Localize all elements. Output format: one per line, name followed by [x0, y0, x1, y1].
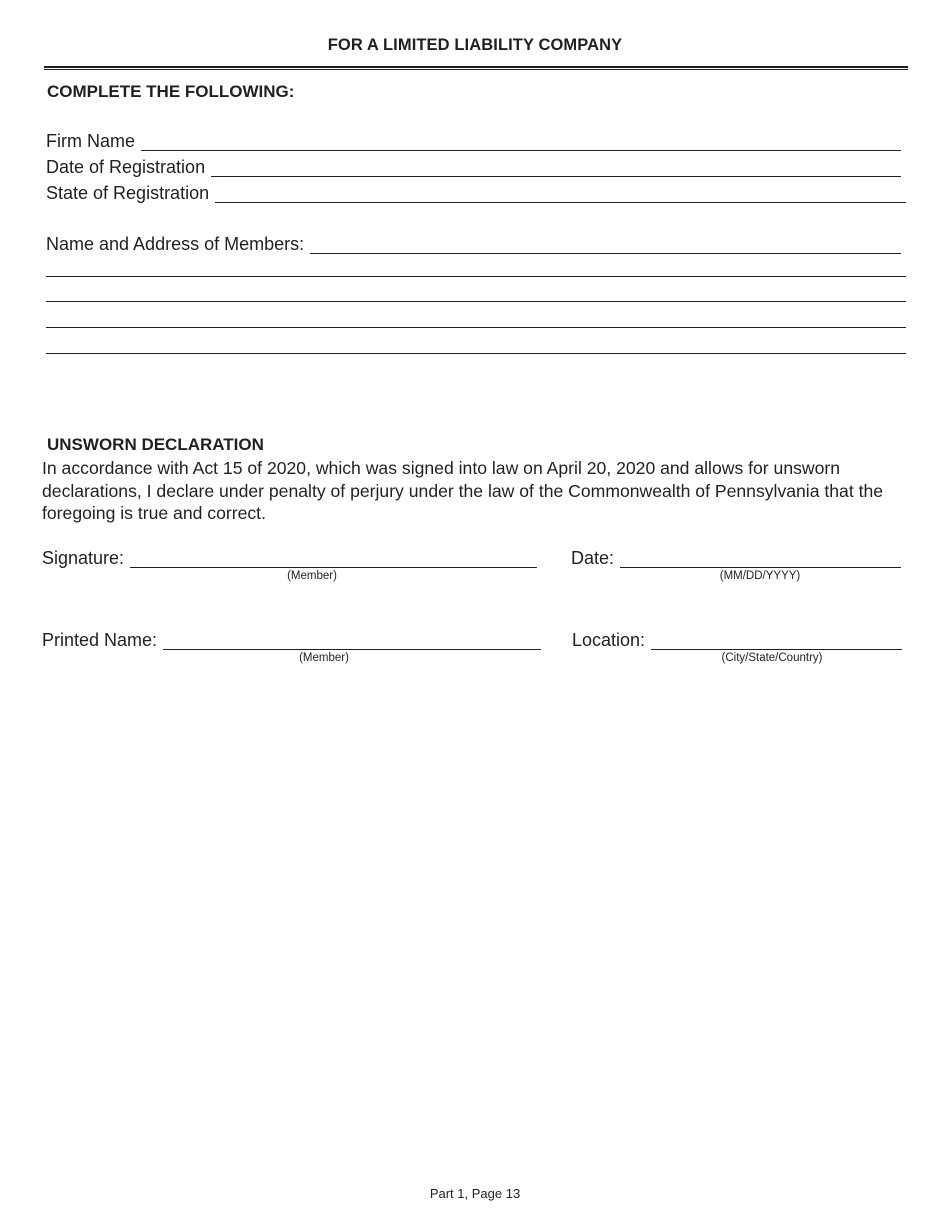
- location-field[interactable]: [572, 628, 902, 650]
- date-of-registration-input-line[interactable]: [211, 158, 901, 177]
- members-extra-line-1[interactable]: [46, 276, 906, 277]
- signature-caption: (Member): [287, 570, 337, 582]
- date-of-registration-label: Date of Registration: [46, 157, 206, 177]
- firm-name-field[interactable]: [46, 129, 901, 151]
- complete-heading: COMPLETE THE FOLLOWING:: [47, 82, 295, 101]
- date-input-line[interactable]: [620, 549, 901, 568]
- declaration-text: In accordance with Act 15 of 2020, which was signed into law on April 20, 2020 and allows for unsworn declarations, I declare under penalty of perjury under the law of the Commonwealth of Pennsylvania that the foregoing is true and correct.: [42, 458, 884, 523]
- members-field[interactable]: [46, 232, 901, 254]
- printed-name-label: Printed Name:: [42, 630, 158, 650]
- state-of-registration-label: State of Registration: [46, 183, 210, 203]
- printed-name-caption: (Member): [299, 652, 349, 664]
- location-label: Location:: [572, 630, 646, 650]
- date-of-registration-field[interactable]: [46, 155, 901, 177]
- signature-input-line[interactable]: [130, 549, 537, 568]
- signature-field[interactable]: [42, 546, 537, 568]
- title-divider: [44, 66, 908, 70]
- members-extra-line-3[interactable]: [46, 327, 906, 328]
- printed-name-input-line[interactable]: [163, 631, 541, 650]
- members-label: Name and Address of Members:: [46, 234, 305, 254]
- state-of-registration-input-line[interactable]: [215, 184, 906, 203]
- location-input-line[interactable]: [651, 631, 902, 650]
- printed-name-field[interactable]: [42, 628, 541, 650]
- members-input-line[interactable]: [310, 235, 901, 254]
- date-field[interactable]: [571, 546, 901, 568]
- location-caption: (City/State/Country): [721, 652, 823, 664]
- members-extra-line-4[interactable]: [46, 353, 906, 354]
- page-title: FOR A LIMITED LIABILITY COMPANY: [327, 36, 623, 54]
- firm-name-label: Firm Name: [46, 131, 135, 151]
- declaration-heading: UNSWORN DECLARATION: [47, 435, 264, 454]
- state-of-registration-field[interactable]: [46, 181, 906, 203]
- firm-name-input-line[interactable]: [141, 132, 901, 151]
- date-label: Date:: [571, 548, 615, 568]
- date-caption: (MM/DD/YYYY): [719, 570, 801, 582]
- page-number: Part 1, Page 13: [429, 1186, 521, 1201]
- members-extra-line-2[interactable]: [46, 301, 906, 302]
- signature-label: Signature:: [42, 548, 125, 568]
